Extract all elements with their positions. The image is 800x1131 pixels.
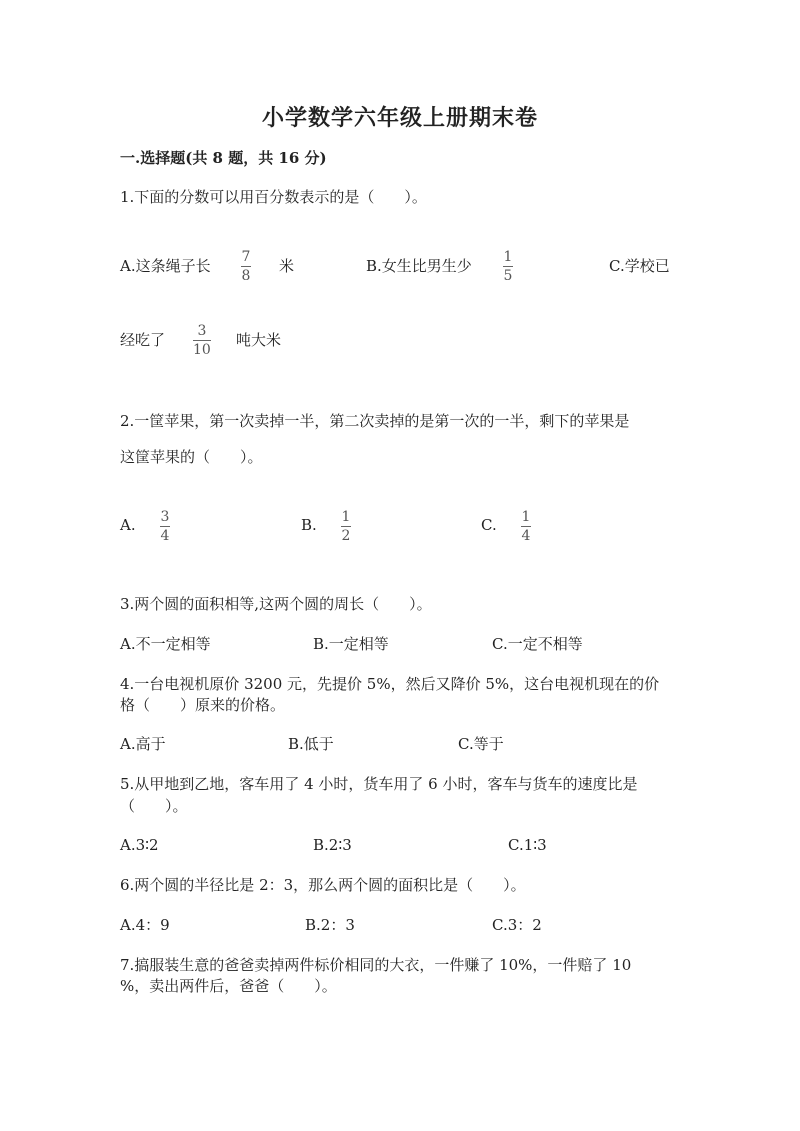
- fraction-denominator: 5: [503, 268, 513, 284]
- question-2-option-c-fraction: [521, 509, 531, 544]
- question-1-option-b-fraction: [503, 249, 513, 284]
- question-1-option-c-label: C.学校已: [609, 257, 670, 275]
- question-2-text-line-2: 这筐苹果的（ ）。: [120, 448, 263, 466]
- question-3-option-a: A.不一定相等: [120, 635, 211, 653]
- fraction-denominator: 4: [521, 528, 531, 544]
- fraction-bar: [521, 526, 531, 527]
- question-7-text-line-1: 7.搞服装生意的爸爸卖掉两件标价相同的大衣，一件赚了 10%，一件赔了 10: [120, 956, 632, 974]
- fraction-denominator: 4: [160, 528, 170, 544]
- fraction-bar: [160, 526, 170, 527]
- question-3-option-c: C.一定不相等: [492, 635, 583, 653]
- fraction-denominator: 10: [193, 342, 211, 358]
- question-5-option-a: A.3∶2: [120, 836, 159, 854]
- fraction-bar: [341, 526, 351, 527]
- question-7-text-line-2: %，卖出两件后，爸爸（ ）。: [120, 977, 337, 995]
- question-4-option-c: C.等于: [458, 735, 504, 753]
- question-5-text-line-1: 5.从甲地到乙地，客车用了 4 小时，货车用了 6 小时，客车与货车的速度比是: [120, 775, 638, 793]
- question-3-text: 3.两个圆的面积相等,这两个圆的周长（ ）。: [120, 595, 432, 613]
- page-title: 小学数学六年级上册期末卷: [261, 105, 538, 131]
- question-5-option-b: B.2∶3: [313, 836, 352, 854]
- question-4-text-line-2: 格（ ）原来的价格。: [120, 696, 286, 714]
- fraction-denominator: 8: [241, 268, 251, 284]
- question-2-option-a-fraction: [160, 509, 170, 544]
- question-2-option-b-label: B.: [301, 516, 317, 534]
- question-5-text-line-2: （ ）。: [120, 797, 188, 815]
- fraction-numerator: 7: [241, 249, 251, 265]
- question-1-option-a-label: A.这条绳子长: [120, 257, 211, 275]
- question-1-option-c-continuation: 经吃了: [120, 331, 166, 349]
- section-heading: 一.选择题(共 8 题，共 16 分): [120, 149, 327, 167]
- question-1-option-b-label: B.女生比男生少: [366, 257, 472, 275]
- fraction-numerator: 1: [341, 509, 351, 525]
- question-1-option-c-fraction: [193, 323, 211, 358]
- fraction-numerator: 3: [197, 323, 207, 339]
- question-4-text-line-1: 4.一台电视机原价 3200 元，先提价 5%，然后又降价 5%，这台电视机现在的价: [120, 675, 660, 693]
- question-1-text: 1.下面的分数可以用百分数表示的是（ ）。: [120, 188, 427, 206]
- question-2-option-a-label: A.: [120, 516, 136, 534]
- question-6-option-a: A.4：9: [120, 916, 170, 934]
- fraction-bar: [503, 266, 513, 267]
- question-6-option-b: B.2：3: [305, 916, 355, 934]
- question-1-option-c-unit: 吨大米: [236, 331, 282, 349]
- question-4-option-a: A.高于: [120, 735, 166, 753]
- fraction-numerator: 1: [503, 249, 513, 265]
- question-1-option-a-unit: 米: [279, 257, 295, 275]
- question-5-option-c: C.1∶3: [508, 836, 547, 854]
- fraction-numerator: 1: [521, 509, 531, 525]
- question-6-text: 6.两个圆的半径比是 2：3，那么两个圆的面积比是（ ）。: [120, 876, 526, 894]
- question-1-option-a-fraction: [241, 249, 251, 284]
- question-2-option-b-fraction: [341, 509, 351, 544]
- question-4-option-b: B.低于: [288, 735, 334, 753]
- fraction-bar: [241, 266, 251, 267]
- question-6-option-c: C.3：2: [492, 916, 542, 934]
- question-2-text-line-1: 2.一筐苹果，第一次卖掉一半，第二次卖掉的是第一次的一半，剩下的苹果是: [120, 412, 630, 430]
- question-3-option-b: B.一定相等: [313, 635, 389, 653]
- fraction-bar: [193, 340, 211, 341]
- question-2-option-c-label: C.: [481, 516, 497, 534]
- fraction-denominator: 2: [341, 528, 351, 544]
- fraction-numerator: 3: [160, 509, 170, 525]
